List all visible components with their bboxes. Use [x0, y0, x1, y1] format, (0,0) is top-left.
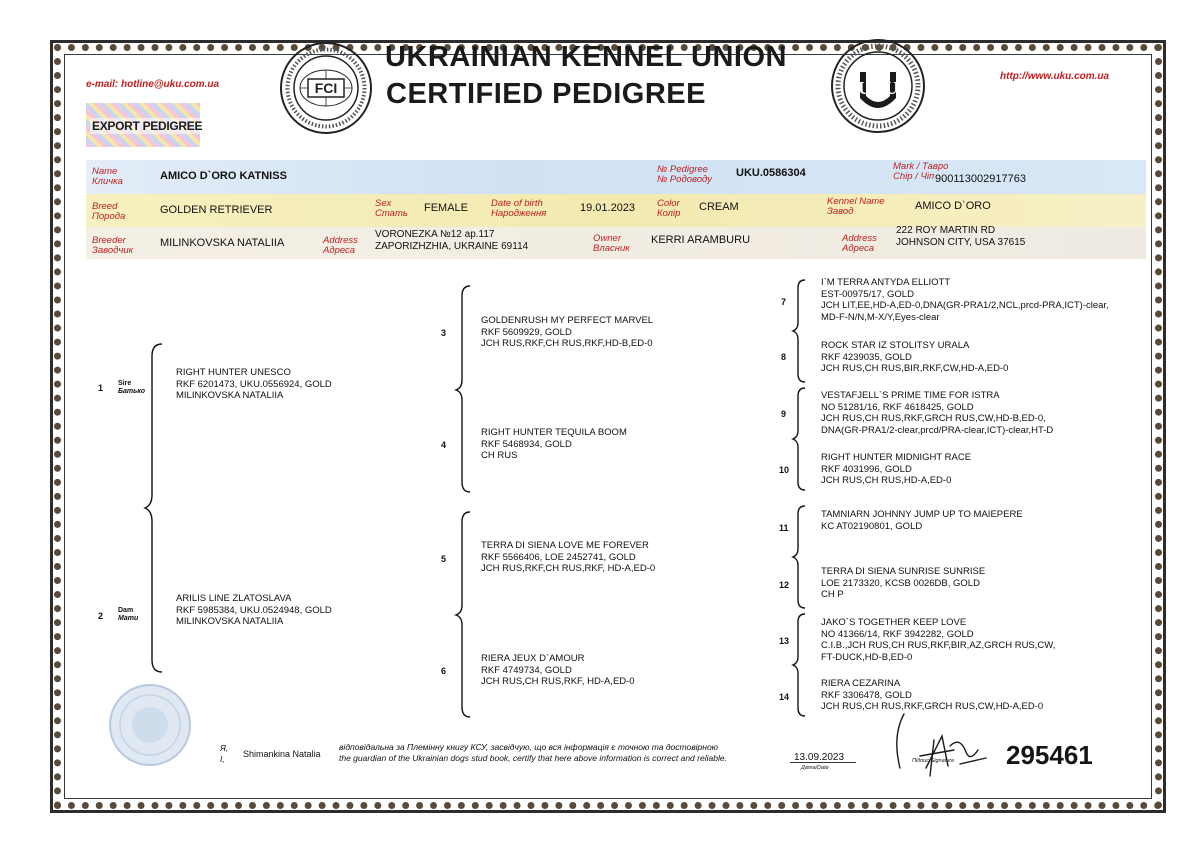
dob-label-ua: Народження	[491, 208, 547, 219]
ancestor-8-titles: JCH RUS,CH RUS,BIR,RKF,CW,HD-A,ED-0	[821, 363, 1009, 374]
ancestor-1-reg: RKF 6201473, UKU.0556924, GOLD	[176, 378, 332, 390]
name-label-en: Name	[92, 166, 118, 177]
breeder-address-line2: ZAPORIZHZHIA, UKRAINE 69114	[375, 241, 529, 252]
ancestor-3-name: GOLDENRUSH MY PERFECT MARVEL	[481, 315, 654, 326]
breeder-label-en: Breeder	[92, 235, 126, 246]
ancestor-8	[821, 340, 1008, 375]
ancestor-4-titles: CH RUS	[481, 450, 518, 461]
name-label-ua: Кличка	[92, 176, 123, 187]
ancestor-11-reg: KC AT02190801, GOLD	[821, 520, 923, 532]
official-stamp-icon	[108, 683, 192, 767]
ancestor-13	[821, 617, 1055, 663]
ancestor-3-titles: JCH RUS,RKF,CH RUS,RKF,HD-B,ED-0	[481, 338, 653, 349]
ancestor-9-reg: NO 51281/16, RKF 4618425, GOLD	[821, 401, 974, 413]
owner-address	[896, 225, 1025, 249]
owner-address-label-ua: Адреса	[842, 243, 875, 254]
certifier-name: Shimankina Natalia	[243, 749, 321, 759]
ancestor-11-name: TAMNIARN JOHNNY JUMP UP TO MAIEPERE	[821, 509, 1023, 520]
svg-text:UKU: UKU	[858, 78, 898, 98]
ancestor-5-titles: JCH RUS,RKF,CH RUS,RKF, HD-A,ED-0	[481, 563, 656, 574]
breeder-value: MILINKOVSKA NATALIIA	[160, 237, 285, 249]
ancestor-4	[481, 427, 627, 462]
ancestor-5-name: TERRA DI SIENA LOVE ME FOREVER	[481, 540, 649, 551]
ancestor-3-reg: RKF 5609929, GOLD	[481, 326, 572, 338]
owner-value: KERRI ARAMBURU	[651, 234, 751, 246]
ancestor-10	[821, 452, 971, 487]
breeder-label-ua: Заводчик	[92, 245, 134, 256]
mark-label-en: Mark / Тавро	[893, 161, 949, 172]
ancestor-12-name: TERRA DI SIENA SUNRISE SUNRISE	[821, 566, 986, 577]
breed-value: GOLDEN RETRIEVER	[160, 204, 273, 216]
owner-address-line2: JOHNSON CITY, USA 37615	[896, 237, 1026, 248]
ancestor-number-13: 13	[779, 636, 790, 646]
kennel-label-ua: Завод	[827, 206, 854, 217]
ancestor-2-owner: MILINKOVSKA NATALIIA	[176, 616, 284, 627]
ancestor-9	[821, 390, 1053, 436]
header-email[interactable]: e-mail: hotline@uku.com.ua	[86, 79, 220, 90]
ancestor-number-12: 12	[779, 580, 790, 590]
owner-address-label-en: Address	[842, 233, 877, 244]
sire-label-ua: Батько	[118, 388, 146, 395]
sex-value: FEMALE	[424, 202, 469, 214]
certifier-prefix	[220, 743, 228, 765]
chip-number: 900113002917763	[935, 173, 1026, 185]
ancestor-7	[821, 277, 1109, 323]
certifier-prefix-en: I,	[220, 754, 225, 764]
ancestor-13-name: JAKO`S TOGETHER KEEP LOVE	[821, 617, 967, 628]
mark-label-ua: Chip / Чіп	[893, 171, 935, 182]
ancestor-7-titles: JCH LIT,EE,HD-A,ED-0,DNA(GR-PRA1/2,NCL,prcd-PRA,ICT)-clear,	[821, 300, 1109, 311]
ancestor-14-reg: RKF 3306478, GOLD	[821, 689, 912, 701]
date-label: Дата/Date	[801, 765, 829, 771]
owner-label-ua: Власник	[593, 243, 630, 254]
ancestor-12	[821, 566, 985, 601]
ancestor-5	[481, 540, 655, 575]
dob-label-en: Date of birth	[491, 198, 543, 209]
ancestor-2-reg: RKF 5985384, UKU.0524948, GOLD	[176, 604, 332, 616]
ancestor-number-3: 3	[441, 328, 447, 338]
kennel-label-en: Kennel Name	[827, 196, 885, 207]
fci-seal-icon	[279, 41, 373, 135]
ancestor-12-titles: CH P	[821, 589, 844, 600]
ancestor-2-dam	[176, 593, 332, 628]
ancestor-number-9: 9	[781, 409, 787, 419]
ancestor-13-reg: NO 41366/14, RKF 3942282, GOLD	[821, 628, 974, 640]
ancestor-13-titles: C.I.B.,JCH RUS,CH RUS,RKF,BIR,AZ,GRCH RUS,CW,	[821, 640, 1056, 651]
ancestor-6-reg: RKF 4749734, GOLD	[481, 664, 572, 676]
ancestor-8-reg: RKF 4239035, GOLD	[821, 351, 912, 363]
ancestor-number-1: 1	[98, 383, 104, 393]
color-label-en: Color	[657, 198, 680, 209]
ancestor-number-2: 2	[98, 611, 104, 621]
ancestor-1-name: RIGHT HUNTER UNESCO	[176, 367, 291, 378]
ancestor-5-reg: RKF 5566406, LOE 2452741, GOLD	[481, 551, 636, 563]
ancestor-9-health: DNA(GR-PRA1/2-clear,prcd/PRA-clear,ICT)-clear,HT-D	[821, 424, 1054, 436]
dam-label-en: Dam	[118, 607, 134, 614]
signature-icon	[890, 706, 1000, 780]
ancestor-6	[481, 653, 635, 688]
ancestor-4-name: RIGHT HUNTER TEQUILA BOOM	[481, 427, 627, 438]
ancestor-10-name: RIGHT HUNTER MIDNIGHT RACE	[821, 452, 972, 463]
ancestor-10-reg: RKF 4031996, GOLD	[821, 463, 912, 475]
color-value: CREAM	[699, 201, 739, 213]
ancestor-11	[821, 509, 1023, 532]
ancestor-2-name: ARILIS LINE ZLATOSLAVA	[176, 593, 292, 604]
ancestor-14-titles: JCH RUS,CH RUS,RKF,GRCH RUS,CW,HD-A,ED-0	[821, 701, 1044, 712]
certification-statement	[339, 742, 727, 764]
sire-label	[118, 380, 145, 396]
ancestor-number-8: 8	[781, 352, 787, 362]
ancestor-number-11: 11	[779, 523, 789, 533]
ancestor-8-name: ROCK STAR IZ STOLITSY URALA	[821, 340, 970, 351]
ancestor-number-10: 10	[779, 465, 790, 475]
owner-address-line1: 222 ROY MARTIN RD	[896, 225, 996, 236]
certification-statement-ua: відповідальна за Племінну книгу КСУ, засвідчую, що вся інформація є точною та достовірною	[339, 742, 719, 752]
ancestor-1-sire	[176, 367, 332, 402]
ancestor-number-5: 5	[441, 554, 447, 564]
ancestor-12-reg: LOE 2173320, KCSB 0026DB, GOLD	[821, 577, 980, 589]
ancestor-14-name: RIERA CEZARINA	[821, 678, 901, 689]
ancestor-number-4: 4	[441, 440, 447, 450]
title-document: CERTIFIED PEDIGREE	[386, 78, 706, 110]
ancestor-7-name: I`M TERRA ANTYDA ELLIOTT	[821, 277, 951, 288]
ancestor-4-reg: RKF 5468934, GOLD	[481, 438, 572, 450]
dam-label	[118, 607, 138, 623]
uku-seal-icon	[830, 38, 926, 134]
registration-number: 295461	[1006, 740, 1093, 770]
ancestor-13-health: FT-DUCK,HD-B,ED-0	[821, 651, 913, 663]
pedigree-no-label-en: № Pedigree	[657, 164, 708, 175]
ancestor-9-titles: JCH RUS,CH RUS,RKF,GRCH RUS,CW,HD-B,ED-0,	[821, 413, 1046, 424]
svg-text:FCI: FCI	[314, 80, 338, 96]
kennel-value: AMICO D`ORO	[915, 200, 991, 212]
pedigree-no-label-ua: № Родоводу	[657, 174, 712, 185]
ancestor-6-titles: JCH RUS,CH RUS,RKF, HD-A,ED-0	[481, 676, 635, 687]
dog-name: AMICO D`ORO KATNISS	[160, 170, 287, 182]
breeder-address-label-en: Address	[323, 235, 358, 246]
header-url[interactable]: http://www.uku.com.ua	[1000, 71, 1110, 82]
breed-label-en: Breed	[92, 201, 118, 212]
ancestor-1-owner: MILINKOVSKA NATALIIA	[176, 390, 284, 401]
ancestor-number-7: 7	[781, 297, 787, 307]
breed-label-ua: Порода	[92, 211, 126, 222]
ancestor-9-name: VESTAFJELL`S PRIME TIME FOR ISTRA	[821, 390, 1000, 401]
sex-label-en: Sex	[375, 198, 392, 209]
ancestor-7-reg: EST-00975/17, GOLD	[821, 288, 914, 300]
ancestor-3	[481, 315, 653, 350]
signature-label: Підпис/Signature	[912, 758, 955, 764]
dam-label-ua: Мати	[118, 615, 139, 622]
ancestor-number-6: 6	[441, 666, 447, 676]
date-underline	[790, 762, 856, 763]
owner-label-en: Owner	[593, 233, 621, 244]
color-label-ua: Колір	[657, 208, 681, 219]
breeder-address-label-ua: Адреса	[323, 245, 356, 256]
ancestor-10-titles: JCH RUS,CH RUS,HD-A,ED-0	[821, 475, 952, 486]
ancestor-7-health: MD-F-N/N,M-X/Y,Eyes-clear	[821, 311, 940, 323]
breeder-address-line1: VORONEZKA №12 ap.117	[375, 229, 495, 240]
issue-date: 13.09.2023	[794, 752, 845, 763]
pedigree-number: UKU.0586304	[736, 167, 806, 179]
ancestor-6-name: RIERA JEUX D`AMOUR	[481, 653, 585, 664]
title-organization: UKRAINIAN KENNEL UNION	[385, 41, 787, 73]
certifier-prefix-ua: Я,	[220, 743, 229, 753]
dob-value: 19.01.2023	[580, 202, 636, 214]
certification-statement-en: the guardian of the Ukrainian dogs stud book, certify that here above information is correct and reliable.	[339, 753, 727, 763]
sex-label-ua: Стать	[375, 208, 408, 219]
ancestor-number-14: 14	[779, 692, 790, 702]
breeder-address	[375, 229, 528, 253]
export-pedigree-label: EXPORT PEDIGREE	[92, 119, 203, 133]
sire-label-en: Sire	[118, 380, 132, 387]
